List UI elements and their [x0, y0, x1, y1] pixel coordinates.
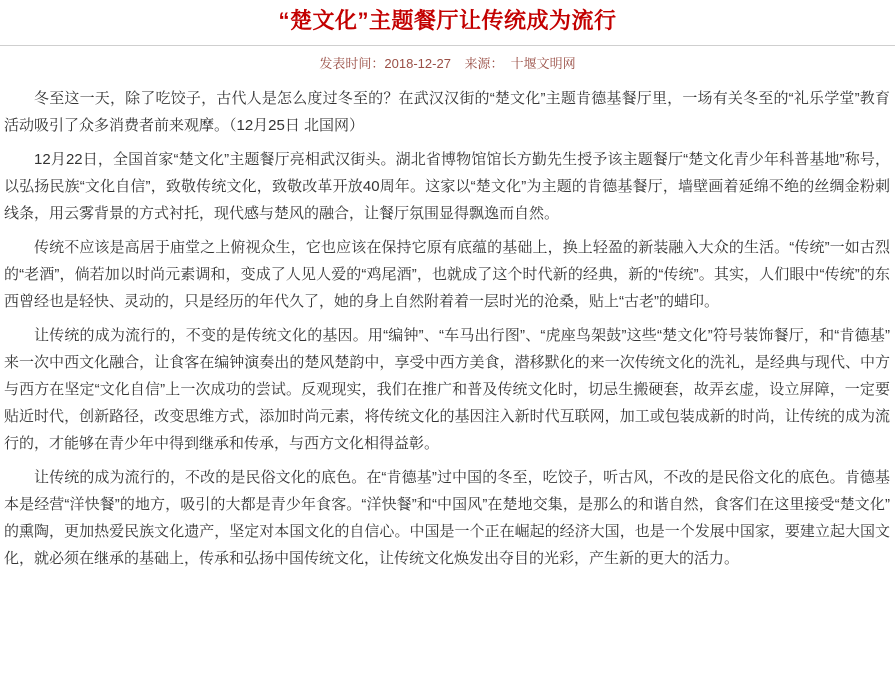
- paragraph-5: 让传统的成为流行的，不改的是民俗文化的底色。在“肯德基”过中国的冬至，吃饺子，听古风，不改的是民俗文化的底色。肯德基本是经营“洋快餐”的地方，吸引的大都是青少年食客。“洋快餐”和“中国风”在楚地交集，是那么的和谐自然，食客们在这里接受“楚文化”的熏陶，更加热爱民族文化遗产，坚定对本国文化的自信心。中国是一个正在崛起的经济大国，也是一个发展中国家，要建立起大国文化，就必须在继承的基础上，传承和弘扬中国传统文化，让传统文化焕发出夺目的光彩，产生新的更大的活力。: [4, 468, 890, 567]
- paragraph-4: 让传统的成为流行的，不变的是传统文化的基因。用“编钟”、“车马出行图”、“虎座鸟架鼓”这些“楚文化”符号装饰餐厅，和“肯德基”来一次中西文化融合，让食客在编钟演奏出的楚风楚韵中，享受中西方美食，潜移默化的来一次传统文化的洗礼，是经典与现代、中方与西方在坚定“文化自信”上一次成功的尝试。反观现实，我们在推广和普及传统文化时，切忌生搬硬套，故弄玄虚，设立屏障，一定要贴近时代，创新路径，改变思维方式，添加时尚元素，将传统文化的基因注入新时代互联网，加工或包装成新的时尚，让传统的成为流行的，才能够在青少年中得到继承和传承，与西方文化相得益彰。: [4, 326, 890, 452]
- publish-time-label: 发表时间：: [319, 55, 385, 71]
- publish-time-value: 2018-12-27: [384, 55, 451, 71]
- paragraph-2: 12月22日，全国首家“楚文化”主题餐厅亮相武汉街头。湖北省博物馆馆长方勤先生授予该主题餐厅“楚文化青少年科普基地”称号，以弘扬民族“文化自信”，致敬传统文化，致敬改革开放40周年。这家以“楚文化”为主题的肯德基餐厅，墙壁画着延绵不绝的丝绸金粉刺线条，用云雾背景的方式衬托，现代感与楚风的融合，让餐厅氛围显得飘逸而自然。: [4, 150, 890, 222]
- paragraph-1: 冬至这一天，除了吃饺子，古代人是怎么度过冬至的？在武汉汉街的“楚文化”主题肯德基餐厅里，一场有关冬至的“礼乐学堂”教育活动吸引了众多消费者前来观摩。（12月25日 北国网）: [4, 89, 890, 134]
- source-label: 来源：: [464, 55, 504, 71]
- article-body: [0, 83, 895, 572]
- article-meta: [0, 46, 895, 83]
- source-name: 十堰文明网: [510, 55, 576, 71]
- paragraph-3: 传统不应该是高居于庙堂之上俯视众生，它也应该在保持它原有底蕴的基础上，换上轻盈的新装融入大众的生活。“传统”一如古烈的“老酒”，倘若加以时尚元素调和，变成了人见人爱的“鸡尾酒”，也就成了这个时代新的经典，新的“传统”。其实，人们眼中“传统”的东西曾经也是轻快、灵动的，只是经历的年代久了，她的身上自然附着着一层时光的沧桑，贴上“古老”的蜡印。: [4, 238, 890, 310]
- article-title: “楚文化”主题餐厅让传统成为流行: [278, 8, 617, 33]
